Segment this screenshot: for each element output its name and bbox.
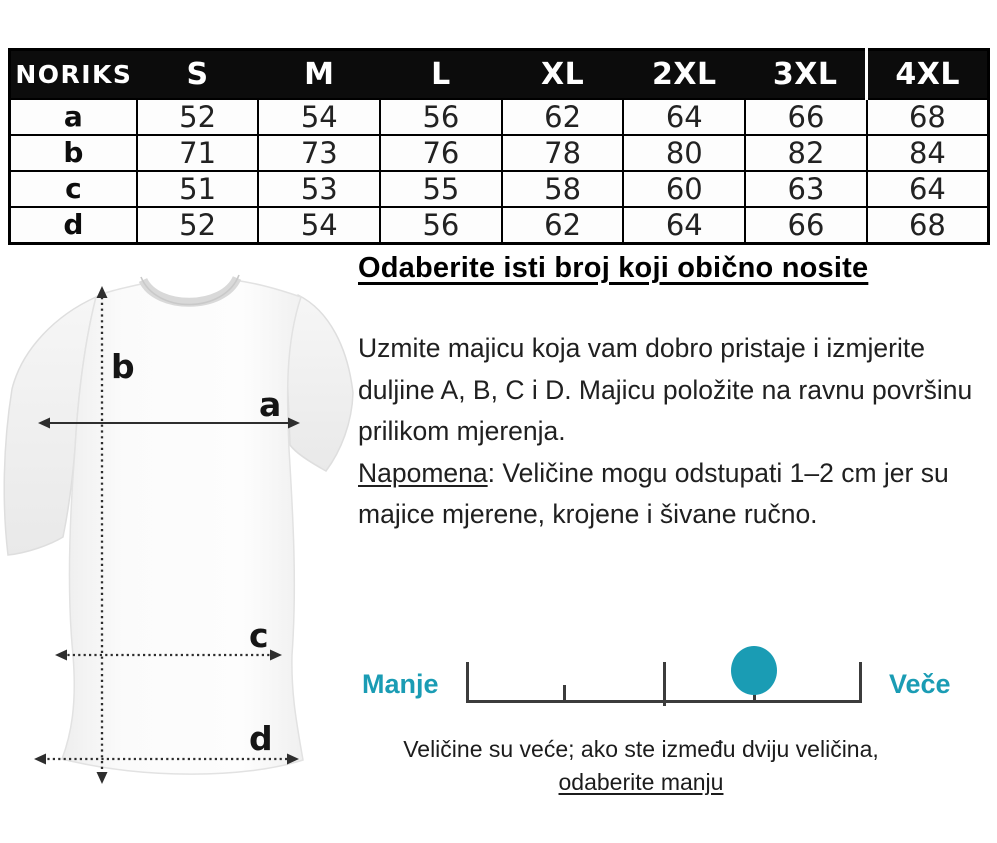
size-value-cell: 62 <box>502 207 624 244</box>
size-value-cell: 68 <box>867 99 989 135</box>
size-value-cell: 52 <box>137 99 259 135</box>
brand-cell: NORIKS <box>10 50 137 100</box>
measure-row-label-a: a <box>10 99 137 135</box>
size-value-cell: 80 <box>623 135 745 171</box>
fit-caption-line1: Veličine su veće; ako ste između dviju veličina, <box>403 736 879 762</box>
measure-label-d: d <box>249 719 273 758</box>
size-value-cell: 84 <box>867 135 989 171</box>
guide-intro-paragraph: Uzmite majicu koja vam dobro pristaje i izmjerite duljine A, B, C i D. Majicu položite na ravnu površinu prilikom mjerenja. <box>358 333 973 446</box>
size-column-header-s: S <box>137 50 259 100</box>
measure-row-label-d: d <box>10 207 137 244</box>
fit-caption-line2: odaberite manju <box>558 769 724 795</box>
size-column-header-3xl: 3XL <box>745 50 867 100</box>
size-value-cell: 68 <box>867 207 989 244</box>
size-table-row-d <box>10 207 989 244</box>
size-value-cell: 58 <box>502 171 624 207</box>
size-value-cell: 62 <box>502 99 624 135</box>
size-value-cell: 82 <box>745 135 867 171</box>
size-column-header-m: M <box>258 50 380 100</box>
size-value-cell: 54 <box>258 99 380 135</box>
measure-label-a: a <box>259 385 282 424</box>
size-value-cell: 54 <box>258 207 380 244</box>
size-value-cell: 66 <box>745 207 867 244</box>
guide-title: Odaberite isti broj koji obično nosite <box>358 252 869 284</box>
size-value-cell: 66 <box>745 99 867 135</box>
size-value-cell: 78 <box>502 135 624 171</box>
size-value-cell: 73 <box>258 135 380 171</box>
measure-row-label-b: b <box>10 135 137 171</box>
size-value-cell: 56 <box>380 207 502 244</box>
measure-label-c: c <box>249 616 269 655</box>
guide-body <box>358 328 976 536</box>
size-value-cell: 64 <box>623 207 745 244</box>
size-table-header-row <box>10 50 989 100</box>
size-table <box>8 48 990 245</box>
size-value-cell: 56 <box>380 99 502 135</box>
size-column-header-4xl: 4XL <box>867 50 989 100</box>
fit-scale-tick-quarter <box>563 685 566 700</box>
size-table-row-c <box>10 171 989 207</box>
size-value-cell: 53 <box>258 171 380 207</box>
fit-scale-caption <box>352 733 930 799</box>
size-column-header-2xl: 2XL <box>623 50 745 100</box>
size-value-cell: 55 <box>380 171 502 207</box>
measure-row-label-c: c <box>10 171 137 207</box>
size-table-row-a <box>10 99 989 135</box>
fit-scale-tick-middle <box>663 662 666 706</box>
tshirt-measurement-diagram <box>0 253 360 843</box>
size-value-cell: 71 <box>137 135 259 171</box>
size-value-cell: 51 <box>137 171 259 207</box>
fit-scale-smaller-label: Manje <box>362 669 439 699</box>
note-label: Napomena <box>358 457 488 488</box>
tshirt-torso <box>62 280 303 774</box>
guide-note-paragraph <box>358 453 976 536</box>
fit-scale-track <box>466 662 862 703</box>
size-value-cell: 64 <box>623 99 745 135</box>
size-table-body <box>10 99 989 244</box>
size-value-cell: 52 <box>137 207 259 244</box>
tshirt-collar <box>143 278 237 302</box>
size-column-header-xl: XL <box>502 50 624 100</box>
size-value-cell: 76 <box>380 135 502 171</box>
tshirt-illustration <box>0 253 360 843</box>
size-column-header-l: L <box>380 50 502 100</box>
size-value-cell: 63 <box>745 171 867 207</box>
tshirt-right-sleeve <box>286 295 353 471</box>
note-text: : Veličine mogu odstupati 1–2 cm jer su majice mjerene, krojene i šivane ručno. <box>358 457 949 529</box>
size-value-cell: 60 <box>623 171 745 207</box>
fit-scale-larger-label: Veče <box>889 669 951 699</box>
measure-label-b: b <box>111 347 135 386</box>
fit-marker-dot <box>731 646 777 695</box>
size-value-cell: 64 <box>867 171 989 207</box>
size-table-row-b <box>10 135 989 171</box>
